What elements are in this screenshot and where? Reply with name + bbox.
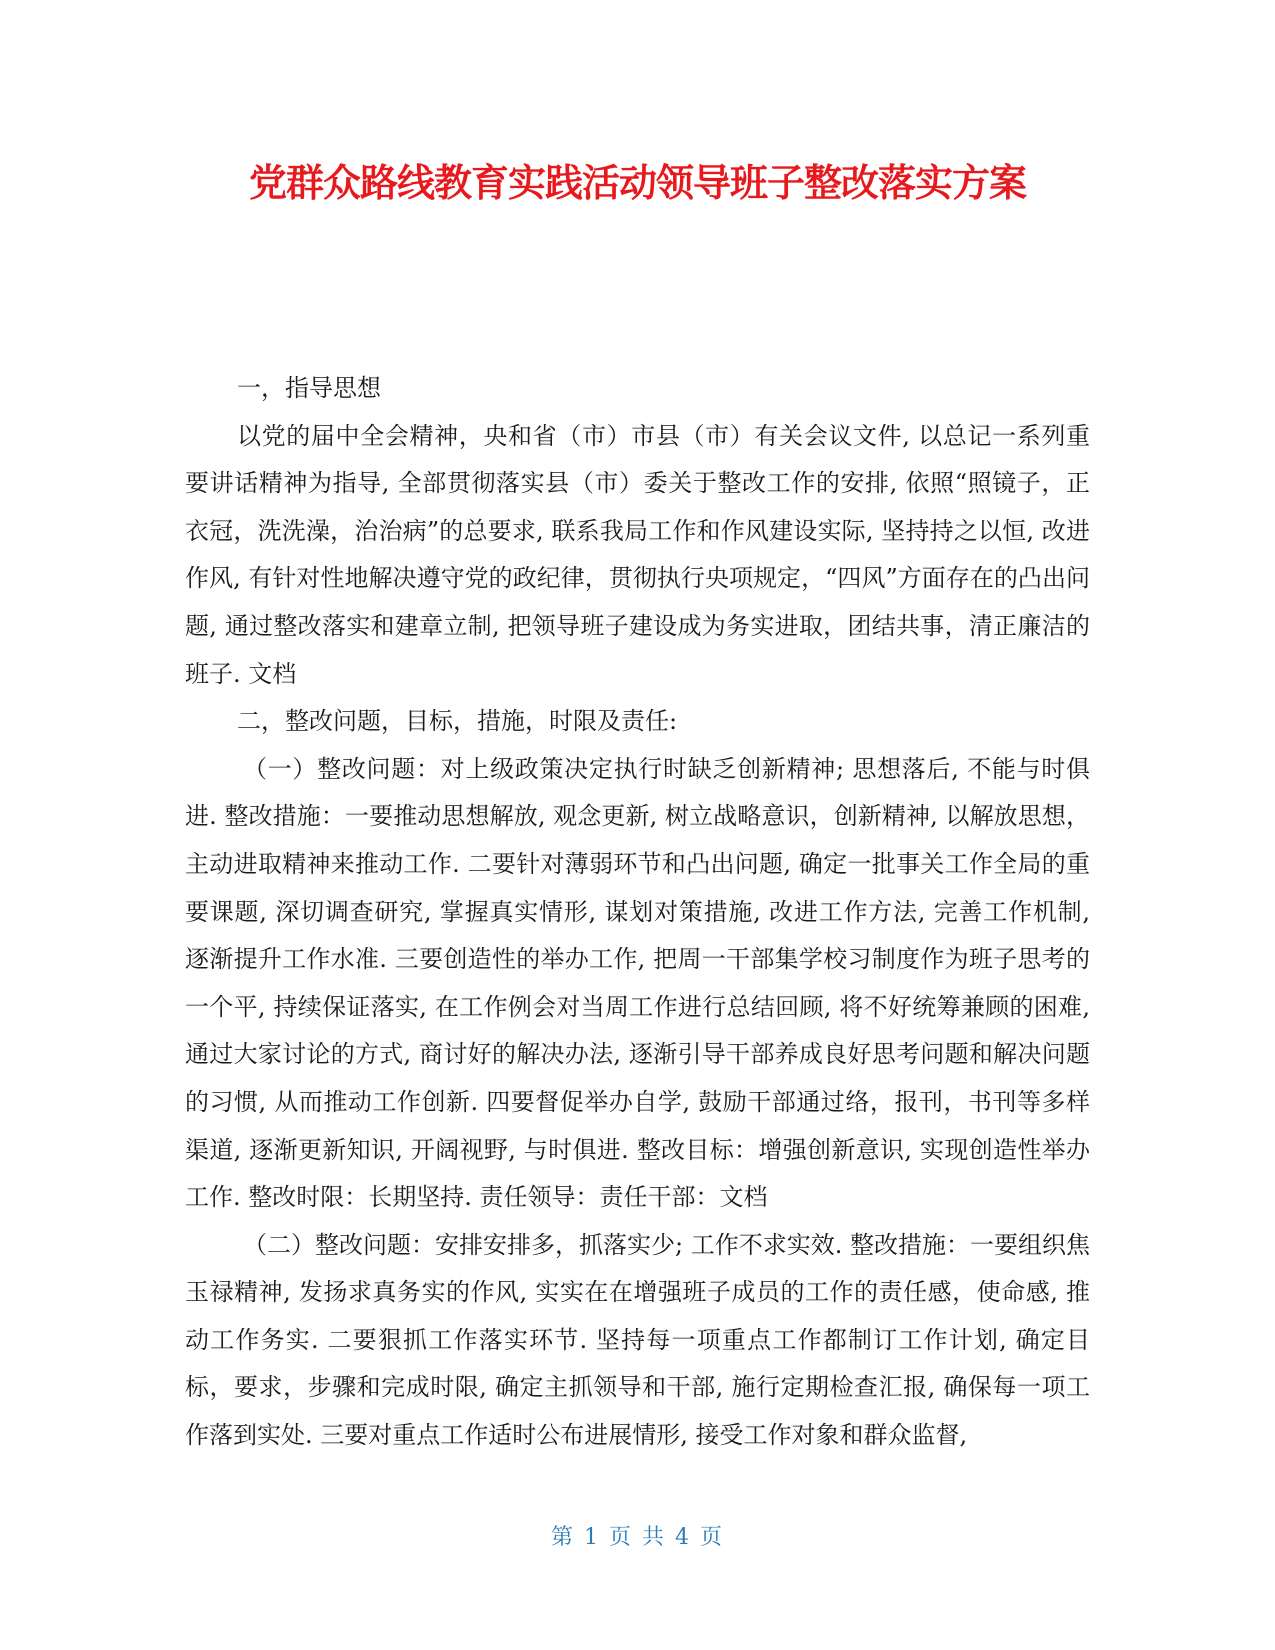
paragraph-item-2: （二）整改问题：安排安排多，抓落实少; 工作不求实效. 整改措施：一要组织焦玉禄精神, 发扬求真务实的作风, 实实在在增强班子成员的工作的责任感，使命感, 推动工作务实. 二要狠抓工作落实环节. 坚持每一项重点工作都制订工作计划, 确定目标，要求，步骤和完成时限, 确定主抓领导和干部, 施行定期检查汇报, 确保每一项工作落到实处. 三要对重点工作适时公布进展情形, 接受工作对象和群众监督, xyxy=(185,1230,1090,1450)
document-body xyxy=(185,365,1090,1460)
section-heading-guiding-ideology: 一，指导思想 xyxy=(237,374,381,402)
paragraph-item-1: （一）整改问题：对上级政策决定执行时缺乏创新精神; 思想落后, 不能与时俱进. 整改措施：一要推动思想解放, 观念更新, 树立战略意识，创新精神, 以解放思想，主动进取精神来推动工作. 二要针对薄弱环节和凸出问题, 确定一批事关工作全局的重要课题, 深切调查研究, 掌握真实情形, 谋划对策措施, 改进工作方法, 完善工作机制, 逐渐提升工作水准. 三要创造性的举办工作, 把周一干部集学校习制度作为班子思考的一个平, 持续保证落实, 在工作例会对当周工作进行总结回顾, 将不好统筹兼顾的困难, 通过大家讨论的方式, 商讨好的解决办法, 逐渐引导干部养成良好思考问题和解决问题的习惯, 从而推动工作创新. 四要督促举办自学, 鼓励干部通过络，报刊，书刊等多样渠道, 逐渐更新知识, 开阔视野, 与时俱进. 整改目标：增强创新意识, 实现创造性举办工作. 整改时限：长期坚持. 责任领导：责任干部：文档 xyxy=(185,754,1090,1212)
paragraph-guiding-ideology: 以党的届中全会精神，央和省（市）市县（市）有关会议文件, 以总记一系列重要讲话精神为指导, 全部贯彻落实县（市）委关于整改工作的安排, 依照“照镜子，正衣冠，洗洗澡，治治病”的总要求, 联系我局工作和作风建设实际, 坚持持之以恒, 改进作风, 有针对性地解决遵守党的政纪律，贯彻执行央项规定，“四风”方面存在的凸出问题, 通过整改落实和建章立制, 把领导班子建设成为务实进取，团结共事，清正廉洁的班子. 文档 xyxy=(185,421,1090,688)
page-number-footer xyxy=(0,1520,1275,1551)
section-heading-rectification: 二，整改问题，目标，措施，时限及责任: xyxy=(237,707,678,736)
document-title: 党群众路线教育实践活动领导班子整改落实方案 xyxy=(248,161,1026,205)
page-number-label: 第 1 页 共 4 页 xyxy=(551,1525,724,1550)
